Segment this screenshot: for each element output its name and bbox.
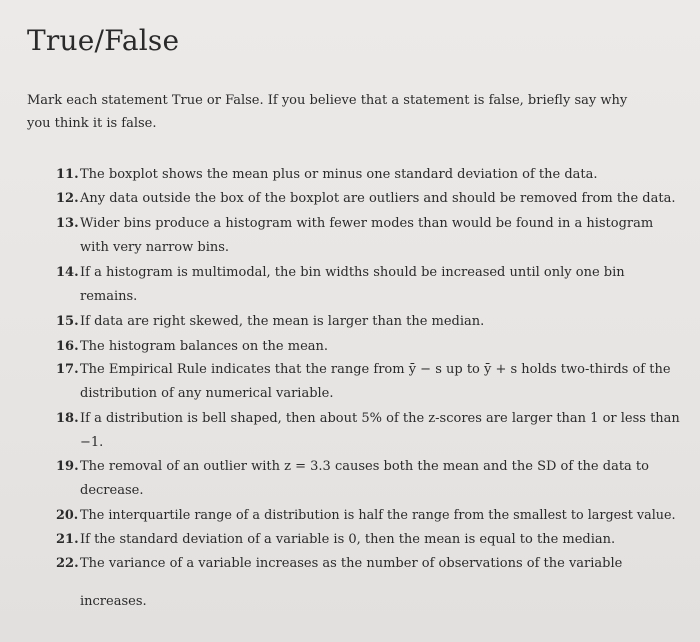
statement-item: [56, 528, 646, 552]
statement-number: 13.: [56, 216, 79, 231]
statement-text-continued: remains.: [80, 289, 138, 304]
statement-number: 18.: [56, 411, 79, 426]
statement-text: If data are right skewed, the mean is larger than the median.: [80, 314, 485, 329]
page-title: True/False: [27, 24, 180, 57]
statement-text: If the standard deviation of a variable is 0, then the mean is equal to the median.: [80, 532, 616, 547]
statement-text-continued: −1.: [80, 435, 104, 450]
statement-text: The histogram balances on the mean.: [80, 339, 329, 354]
statement-item: [56, 212, 654, 260]
statement-number: 20.: [56, 508, 79, 523]
statement-item: [56, 552, 646, 614]
statement-number: 15.: [56, 314, 79, 329]
instructions-text: Mark each statement True or False. If you believe that a statement is false, briefly say why you think it is false.: [27, 93, 628, 131]
statement-number: 19.: [56, 459, 79, 474]
statement-text: Wider bins produce a histogram with fewer modes than would be found in a histogram: [80, 216, 654, 231]
statement-text-continued: decrease.: [80, 483, 144, 498]
statement-number: 17.: [56, 362, 79, 377]
statement-number: 21.: [56, 532, 79, 547]
statement-text-continued: distribution of any numerical variable.: [80, 386, 334, 401]
statement-text: The variance of a variable increases as the number of observations of the variable: [80, 556, 623, 571]
statement-item: [56, 358, 671, 406]
statement-text: If a distribution is bell shaped, then about 5% of the z-scores are larger than 1 or less than: [80, 411, 680, 426]
statement-text: Any data outside the box of the boxplot are outliers and should be removed from the data.: [80, 191, 676, 206]
statement-number: 12.: [56, 191, 79, 206]
statement-text: The Empirical Rule indicates that the range from ȳ − s up to ȳ + s holds two-thirds of the: [80, 362, 671, 377]
statement-text: The interquartile range of a distribution is half the range from the smallest to largest value.: [80, 508, 676, 523]
statement-number: 11.: [56, 167, 79, 182]
statement-text: If a histogram is multimodal, the bin widths should be increased until only one bin: [80, 265, 625, 280]
statement-item: [56, 187, 676, 211]
statement-item: [56, 163, 646, 187]
statement-item: [56, 261, 646, 309]
statement-number: 14.: [56, 265, 79, 280]
statement-item: [56, 310, 646, 334]
statement-item: [56, 335, 646, 359]
statement-text: The boxplot shows the mean plus or minus one standard deviation of the data.: [80, 167, 598, 182]
statement-number: 16.: [56, 339, 79, 354]
statement-item: [56, 455, 649, 503]
statement-text: The removal of an outlier with z = 3.3 causes both the mean and the SD of the data to: [80, 459, 649, 474]
statement-text-continued: increases.: [80, 594, 147, 609]
statement-item: [56, 407, 680, 455]
statement-text-continued: with very narrow bins.: [80, 240, 230, 255]
statement-item: [56, 504, 676, 528]
statement-number: 22.: [56, 556, 79, 571]
